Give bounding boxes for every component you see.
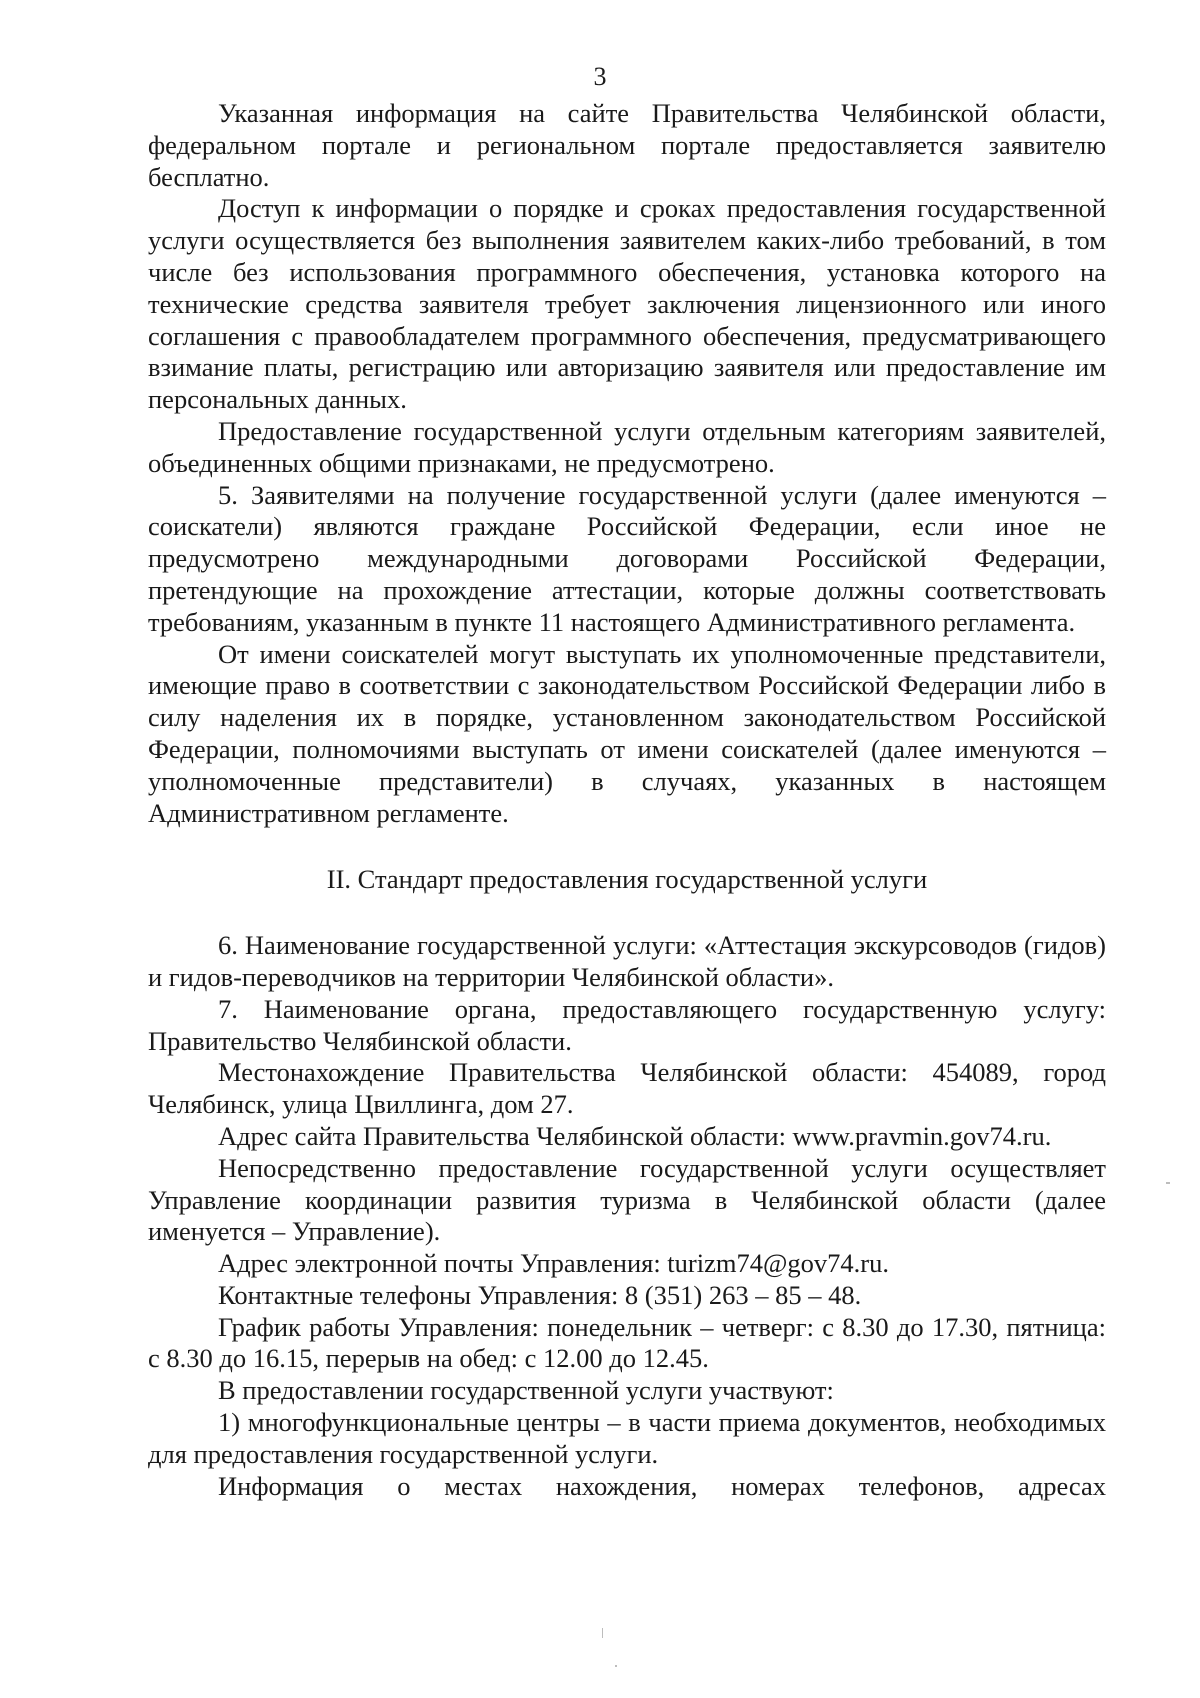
paragraph: Адрес сайта Правительства Челябинской области: www.pravmin.gov74.ru. (218, 1120, 1052, 1151)
paragraph: От имени соискателей могут выступать их уполномоченные представители, имеющие право в соответствии с законодательством Российской Федерации либо в силу наделения их в порядке, установленном законодательством Российской Федерации, полномочиями выступать от имени соискателей (далее именуются – уполномоченные представители) в случаях, указанных в настоящем Административном регламенте. (148, 638, 1106, 828)
paragraph: Адрес электронной почты Управления: turizm74@gov74.ru. (218, 1248, 889, 1279)
paragraph: 6. Наименование государственной услуги: «Аттестация экскурсоводов (гидов) и гидов-переводчиков на территории Челябинской области». (148, 930, 1106, 992)
page-number: 3 (593, 62, 607, 91)
paragraph: Непосредственно предоставление государственной услуги осуществляет Управление координации развития туризма в Челябинской области (далее именуется – Управление). (148, 1152, 1106, 1247)
paragraph: 1) многофункциональные центры – в части приема документов, необходимых для предоставления государственной услуги. (148, 1407, 1106, 1469)
paragraph: Указанная информация на сайте Правительства Челябинской области, федеральном портале и региональном портале предоставляется заявителю бесплатно. (148, 98, 1106, 192)
paragraph: График работы Управления: понедельник – четверг: с 8.30 до 17.30, пятница: с 8.30 до 16.15, перерыв на обед: с 12.00 до 12.45. (148, 1311, 1106, 1374)
paragraph: 7. Наименование органа, предоставляющего государственную услугу: Правительство Челябинской области. (148, 993, 1106, 1056)
paragraph: В предоставлении государственной услуги участвуют: (218, 1375, 834, 1406)
paragraph: Доступ к информации о порядке и сроках предоставления государственной услуги осуществляется без выполнения заявителем каких-либо требований, в том числе без использования программного обеспечения, установка которого на технические средства заявителя требует заключения лицензионного или иного соглашения с правообладателем программного обеспечения, предусматривающего взимание платы, регистрацию или авторизацию заявителя или предоставление им персональных данных. (148, 193, 1106, 415)
paragraph: Контактные телефоны Управления: 8 (351) 263 – 85 – 48. (218, 1279, 862, 1310)
scan-artifact (615, 1665, 617, 1667)
paragraph: Предоставление государственной услуги отдельным категориям заявителей, объединенных общими признаками, не предусмотрено. (148, 415, 1106, 478)
scan-artifact (602, 1628, 603, 1638)
paragraph-last: Информация о местах нахождения, номерах телефонов, адресах (218, 1470, 1106, 1501)
section-heading: II. Стандарт предоставления государственной услуги (326, 864, 928, 895)
document-body (148, 98, 1106, 1502)
paragraph: Местонахождение Правительства Челябинской области: 454089, город Челябинск, улица Цвиллинга, дом 27. (148, 1057, 1106, 1120)
scan-artifact (1166, 1182, 1170, 1184)
paragraph: 5. Заявителями на получение государственной услуги (далее именуются – соискатели) являются граждане Российской Федерации, если иное не предусмотрено международными договорами Российской Федерации, претендующие на прохождение аттестации, которые должны соответствовать требованиям, указанным в пункте 11 настоящего Административного регламента. (148, 479, 1106, 637)
